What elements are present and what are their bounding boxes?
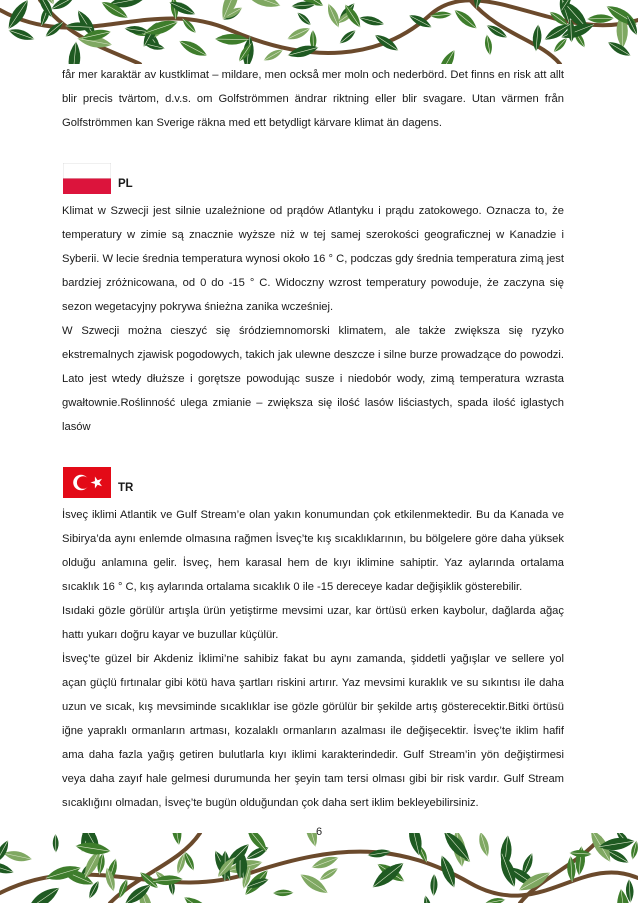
leaf-vein [608, 42, 630, 56]
leaf-shape [170, 833, 183, 846]
leaf-shape [0, 860, 15, 877]
turkish-paragraph-2: Isıdaki gözle görülür artışla ürün yetiştirme mevsimi uzar, kar örtüsü erken kaybolur, dağlarda ağaç hattı yukarı doğru kayar ve buzullar küçülür. [62, 605, 564, 641]
vine-shape [520, 838, 600, 903]
swedish-paragraph: får mer karaktär av kustklimat – mildare, men också mer moln och nederbörd. Det finns en risk att allt blir precis tvärtom, d.v.s. om Golfströmmen ändrar riktning eller blir svagare. Utan värmen från Golfströmmen kan Sverige räkna med ett betydligt kärvare klimat än dagens. [62, 69, 564, 129]
leaf-shape [422, 895, 433, 903]
turkey-flag-icon [63, 467, 111, 498]
jungle-border-top [0, 0, 638, 64]
leaf-vein [455, 10, 477, 28]
leaf-shape [303, 833, 321, 848]
polish-section-header [62, 165, 564, 199]
leaf-shape [476, 833, 491, 858]
leaf-shape [24, 883, 63, 903]
page-number: 6 [315, 826, 323, 838]
jungle-leaves-top-graphic [0, 0, 638, 64]
turkish-paragraph-3: İsveç’te güzel bir Akdeniz İklimi’ne sahibiz fakat bu aynı zamanda, şiddetli yağışlar ve sellere yol açan güçlü fırtınalar gibi kötü hava şartları riskini artırır. Yaz mevsimi kuraklık ve su sıkıntısı ile daha uzun ve sıcak, kış mevsiminde sıcaklıklar ise gözle görülür bir şekilde artış gösterecektir.Bitki örtüsü iğne yapraklı ormanların artması, kozalaklı ormanların azalması ile değişecektir. İsveç’te iklim hafif ama daha fazla yağış getiren bulutlarla kıyı iklimi karakterindedir. Gulf Stream’in yön değiştirmesi veya daha zayıf hale gelmesi durumunda her şeyin tam tersi olması gibi bir risk vardır. Gulf Stream sıcaklığını olmadan, İsveç’te bugün olduğundan çok daha sert iklim bekleyebilirsiniz. [62, 653, 564, 809]
polish-paragraph-2: W Szwecji można cieszyć się śródziemnomorski klimatem, ale także zwiększa się ryzyko ekstremalnych zjawisk pogodowych, takich jak ulewne deszcze i silne burze prowadzące do powodzi. Lato jest wtedy dłuższe i gorętsze powodując susze i niedobór wody, zimą temperatura wzrasta gwałtownie.Roślinność ulega zmianie – zwiększa się ilość lasów liściastych, spada ilość iglastych lasów [62, 325, 564, 433]
section-code-tr: TR [118, 482, 134, 494]
turkish-section-header [62, 469, 564, 503]
jungle-leaves-bottom-graphic [0, 833, 638, 903]
leaf-shape [243, 0, 282, 11]
jungle-border-bottom [0, 833, 638, 903]
section-code-pl: PL [118, 178, 133, 190]
leaf-shape [484, 896, 505, 903]
poland-flag-icon [63, 163, 111, 194]
leaf-shape [0, 16, 1, 36]
leaf-shape [181, 893, 216, 903]
leaf-shape [0, 839, 12, 865]
document-body [62, 63, 564, 815]
polish-paragraph-1: Klimat w Szwecji jest silnie uzależnione od prądów Atlantyku i prądu zatokowego. Oznacza to, że temperatury w zimie są znacznie wyższe niż w tej samej szerokości geograficznej w Kanadzie i Syberii. W lecie średnia temperatura wynosi około 16 ° C, podczas gdy średnia temperatura zimą jest bardziej zróżnicowana, od 0 do -15 ° C. Widoczny wzrost temperatury powoduje, że zaczyna się sezon wegetacyjny pokrywa śnieżna zanika wcześniej. [62, 205, 564, 313]
leaf-vein [554, 38, 567, 52]
leaf-vein [340, 30, 356, 43]
leaf-vein [320, 868, 338, 879]
leaf-vein [297, 13, 310, 25]
turkish-paragraph-1: İsveç iklimi Atlantik ve Gulf Stream’e olan yakın konumundan çok etkilenmektedir. Bu da Kanada ve Sibirya’da aynı enlemde olmasına rağmen İsveç’te kış sıcaklıklarının, bu bölgelere göre daha yüksek olduğu anlamına gelir. İsveç, hem karasal hem de kıyı iklimine sahiptir. Yaz aylarında ortalama sıcaklık 16 ° C, kış aylarında ortalama sıcaklık 0 ile -15 dereceye kadar değişiklik gösterebilir. [62, 509, 564, 593]
leaf-shape [435, 48, 458, 64]
